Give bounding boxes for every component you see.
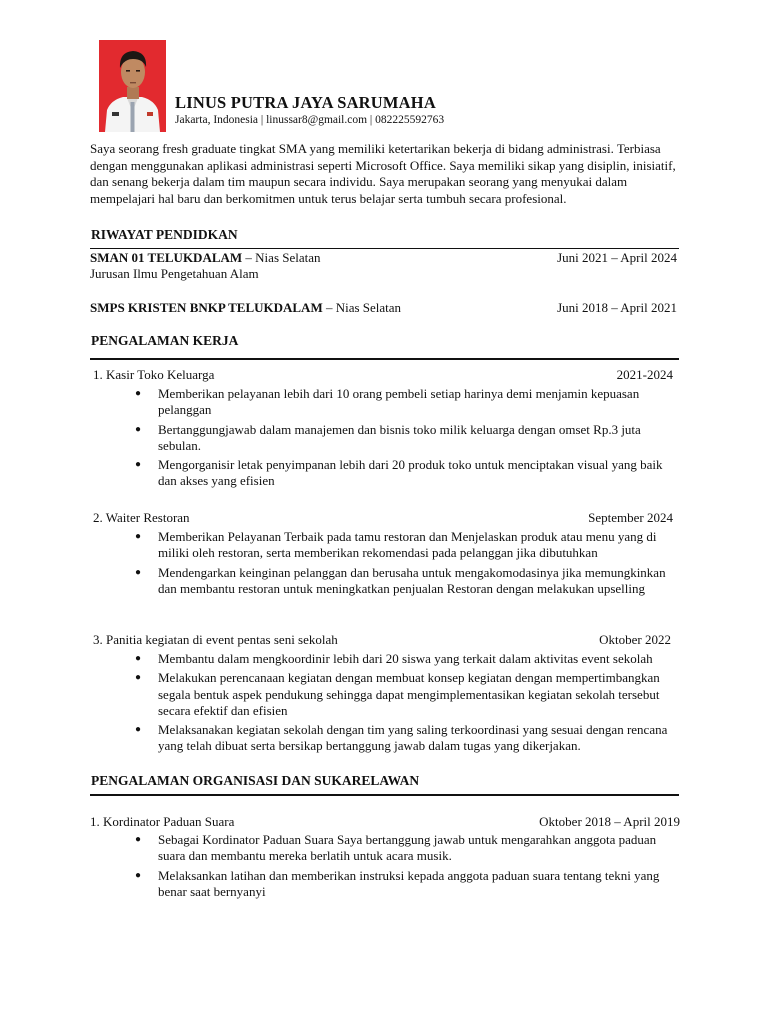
list-item: ● Melakukan perencanaan kegiatan dengan membuat konsep kegiatan dengan mempertimbangkan segala bentuk aspek pendukung sehingga dapat mengimplementasikan kegiatan sekolah tersebut secara efektif dan efisien [158, 670, 683, 719]
education-period: Juni 2021 – April 2024 [557, 250, 677, 265]
section-title-organization: PENGALAMAN ORGANISASI DAN SUKARELAWAN [91, 773, 420, 788]
job-period: Oktober 2022 [599, 632, 671, 647]
section-divider [90, 248, 679, 249]
school-name: SMPS KRISTEN BNKP TELUKDALAM [90, 300, 323, 315]
section-title-work: PENGALAMAN KERJA [91, 333, 239, 348]
profile-summary: Saya seorang fresh graduate tingkat SMA yang memiliki ketertarikan bekerja di bidang administrasi. Terbiasa dengan menggunakan aplikasi administrasi seperti Microsoft Office. Saya memiliki sikap yang disiplin, inisiatif, dan senang bekerja dalam tim maupun secara individu. Saya merupakan seorang yang menyukai dalam mempelajari hal baru dan berkomitmen untuk terus belajar serta tumbuh secara profesional. [90, 141, 676, 206]
education-period: Juni 2018 – April 2021 [557, 300, 677, 315]
contact-info: Jakarta, Indonesia | linussar8@gmail.com | 082225592763 [175, 114, 445, 126]
job-duties-list [158, 386, 683, 493]
section-divider [90, 358, 679, 360]
work-item-3 [93, 632, 671, 648]
education-item-1 [90, 250, 677, 266]
job-role: 2. Waiter Restoran [93, 510, 190, 525]
job-role: 3. Panitia kegiatan di event pentas seni sekolah [93, 632, 338, 647]
list-item: ● Bertanggungjawab dalam manajemen dan bisnis toko milik keluarga dengan omset Rp.3 juta sebulan. [158, 422, 683, 455]
list-item: ● Memberikan Pelayanan Terbaik pada tamu restoran dan Menjelaskan produk atau menu yang di miliki oleh restoran, serta memberikan rekomendasi pada pelanggan jika dibutuhkan [158, 529, 683, 562]
organization-role: 1. Kordinator Paduan Suara [90, 814, 235, 829]
list-item: ● Melaksanakan kegiatan sekolah dengan tim yang saling terkoordinasi yang sesuai dengan rencana yang telah dibuat serta bersikap bertanggung jawab dalam tugas yang dikerjakan. [158, 722, 683, 755]
list-item: ● Memberikan pelayanan lebih dari 10 orang pembeli setiap harinya demi menjamin kepuasan pelanggan [158, 386, 683, 419]
education-major: Jurusan Ilmu Pengetahuan Alam [90, 266, 259, 281]
list-item: ● Mengorganisir letak penyimpanan lebih dari 20 produk toko untuk menciptakan visual yang baik dan akses yang efisien [158, 457, 683, 490]
candidate-name: LINUS PUTRA JAYA SARUMAHA [175, 93, 436, 112]
section-divider [90, 794, 679, 796]
list-item: ● Melaksankan latihan dan memberikan instruksi kepada anggota paduan suara tentang tekni yang benar saat bernyanyi [158, 868, 683, 901]
job-role: 1. Kasir Toko Keluarga [93, 367, 215, 382]
job-duties-list [158, 651, 683, 758]
work-item-2 [93, 510, 673, 526]
section-title-education: RIWAYAT PENDIDKAN [91, 227, 238, 242]
job-period: September 2024 [588, 510, 673, 525]
organization-item-1 [90, 814, 680, 830]
education-item-2 [90, 300, 677, 316]
job-duties-list [158, 529, 683, 600]
school-location: – Nias Selatan [242, 250, 321, 265]
list-item: ● Membantu dalam mengkoordinir lebih dari 20 siswa yang terkait dalam aktivitas event sekolah [158, 651, 683, 667]
work-item-1 [93, 367, 673, 383]
school-location: – Nias Selatan [322, 300, 402, 315]
organization-duties-list [158, 832, 683, 903]
list-item: ● Mendengarkan keinginan pelanggan dan berusaha untuk mengakomodasinya jika memungkinkan dan membantu restoran untuk meningkatkan penjualan Restoran dengan melakukan upselling [158, 565, 683, 598]
profile-photo [99, 40, 166, 132]
list-item: ● Sebagai Kordinator Paduan Suara Saya bertanggung jawab untuk mengarahkan anggota paduan suara dan membantu mereka berlatih untuk acara musik. [158, 832, 683, 865]
job-period: 2021-2024 [616, 367, 673, 382]
school-name: SMAN 01 TELUKDALAM [90, 250, 243, 265]
organization-period: Oktober 2018 – April 2019 [539, 814, 680, 829]
